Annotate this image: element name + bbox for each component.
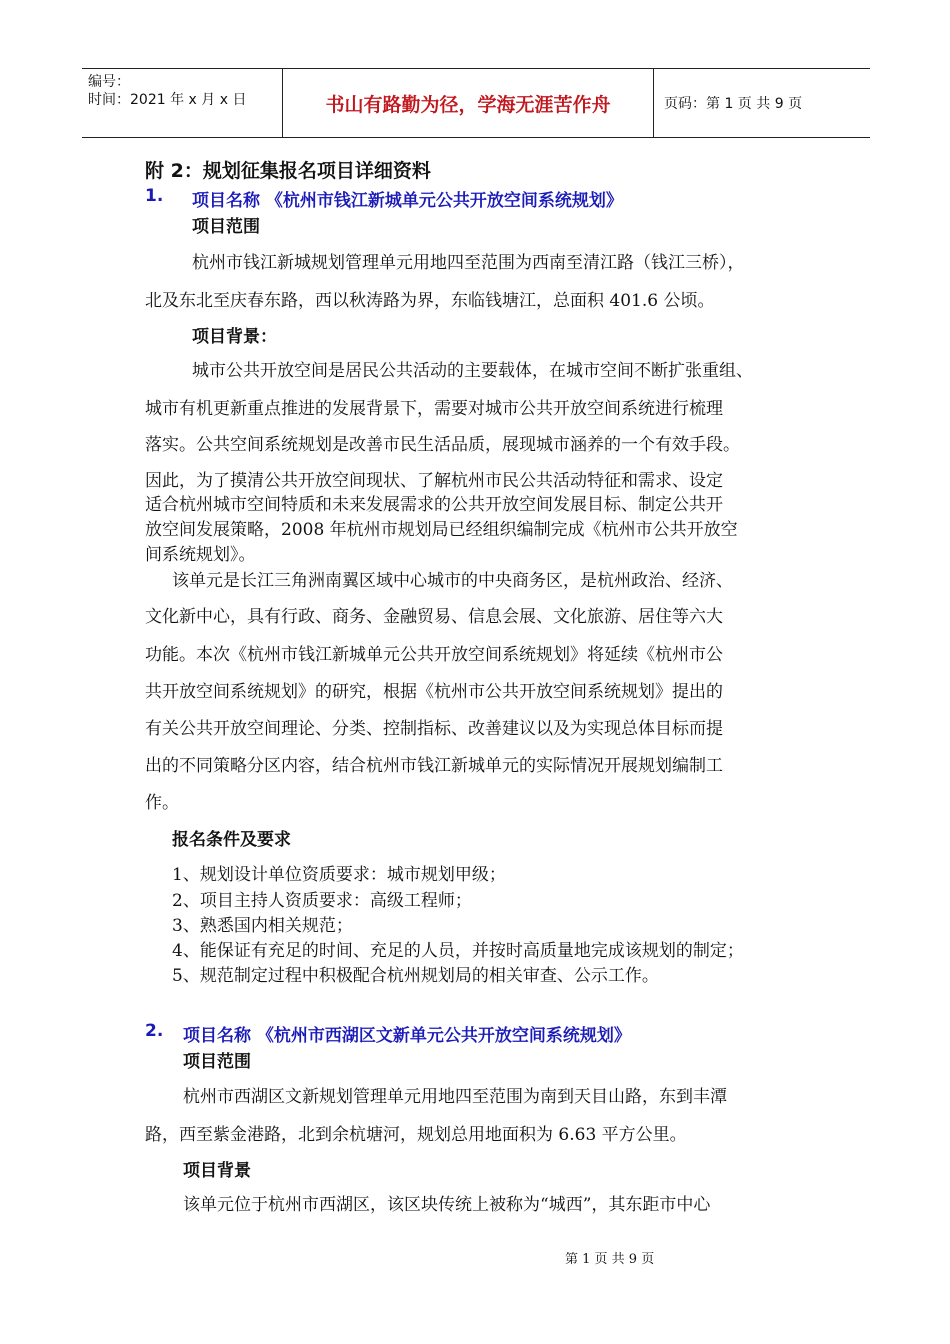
project1-background-line: 有关公共开放空间理论、分类、控制指标、改善建议以及为实现总体目标而提: [145, 719, 723, 739]
project1-background-line: 落实。公共空间系统规划是改善市民生活品质，展现城市涵养的一个有效手段。: [145, 435, 740, 455]
project2-scope-heading: 项目范围: [183, 1052, 251, 1072]
project1-scope-line: 北及东北至庆春东路，西以秋涛路为界，东临钱塘江，总面积 401.6 公顷。: [145, 291, 715, 311]
project2-scope-line: 路，西至紫金港路，北到余杭塘河，规划总用地面积为 6.63 平方公里。: [145, 1125, 687, 1145]
project1-background-line: 出的不同策略分区内容，结合杭州市钱江新城单元的实际情况开展规划编制工: [145, 756, 723, 776]
project1-background-line: 城市公共开放空间是居民公共活动的主要载体，在城市空间不断扩张重组、: [192, 361, 753, 381]
page-header: [82, 68, 870, 138]
header-motto: 书山有路勤为径，学海无涯苦作舟: [325, 93, 611, 116]
attachment-title: 附 2：规划征集报名项目详细资料: [145, 160, 431, 182]
doc-time-label: 时间：2021 年 x 月 x 日: [88, 92, 247, 108]
doc-number-label: 编号：: [88, 74, 130, 90]
project1-background-line: 间系统规划》。: [145, 545, 256, 565]
project1-requirement-item: 4、能保证有充足的时间、充足的人员，并按时高质量地完成该规划的制定；: [172, 941, 744, 961]
project1-background-line: 作。: [145, 793, 179, 813]
project1-background-line: 共开放空间系统规划》的研究，根据《杭州市公共开放空间系统规划》提出的: [145, 682, 723, 702]
project1-scope-heading: 项目范围: [192, 217, 260, 237]
project1-scope-line: 杭州市钱江新城规划管理单元用地四至范围为西南至清江路（钱江三桥），: [192, 253, 745, 273]
project2-background-heading: 项目背景: [183, 1161, 251, 1181]
project1-name: 项目名称 《杭州市钱江新城单元公共开放空间系统规划》: [192, 191, 623, 211]
project2-scope-line: 杭州市西湖区文新规划管理单元用地四至范围为南到天目山路，东到丰潭: [183, 1087, 727, 1107]
project1-background-line: 该单元是长江三角洲南翼区域中心城市的中央商务区，是杭州政治、经济、: [172, 571, 733, 591]
page-footer: 第 1 页 共 9 页: [565, 1252, 655, 1267]
project2-background-line: 该单元位于杭州市西湖区，该区块传统上被称为“城西”，其东距市中心: [183, 1195, 711, 1215]
project1-background-line: 适合杭州城市空间特质和未来发展需求的公共开放空间发展目标、制定公共开: [145, 495, 723, 515]
project1-background-line: 城市有机更新重点推进的发展背景下，需要对城市公共开放空间系统进行梳理: [145, 399, 723, 419]
header-page-info: 页码：第 1 页 共 9 页: [664, 96, 803, 112]
project2-number: 2.: [145, 1021, 164, 1041]
project1-background-line: 放空间发展策略，2008 年杭州市规划局已经组织编制完成《杭州市公共开放空: [145, 520, 738, 540]
project1-background-line: 功能。本次《杭州市钱江新城单元公共开放空间系统规划》将延续《杭州市公: [145, 645, 723, 665]
project1-requirement-item: 3、熟悉国内相关规范；: [172, 916, 353, 936]
header-motto-cell: [282, 69, 654, 137]
project1-background-heading: 项目背景：: [192, 327, 277, 347]
header-meta: [82, 69, 282, 137]
project1-requirement-item: 1、规划设计单位资质要求：城市规划甲级；: [172, 865, 506, 885]
project1-background-line: 文化新中心，具有行政、商务、金融贸易、信息会展、文化旅游、居住等六大: [145, 607, 723, 627]
project1-background-line: 因此，为了摸清公共开放空间现状、了解杭州市民公共活动特征和需求、设定: [145, 471, 723, 491]
project1-requirement-item: 2、项目主持人资质要求：高级工程师；: [172, 891, 472, 911]
project1-requirements-heading: 报名条件及要求: [172, 830, 291, 850]
project1-requirement-item: 5、规范制定过程中积极配合杭州规划局的相关审查、公示工作。: [172, 966, 659, 986]
project1-number: 1.: [145, 186, 164, 206]
project2-name: 项目名称 《杭州市西湖区文新单元公共开放空间系统规划》: [183, 1026, 631, 1046]
